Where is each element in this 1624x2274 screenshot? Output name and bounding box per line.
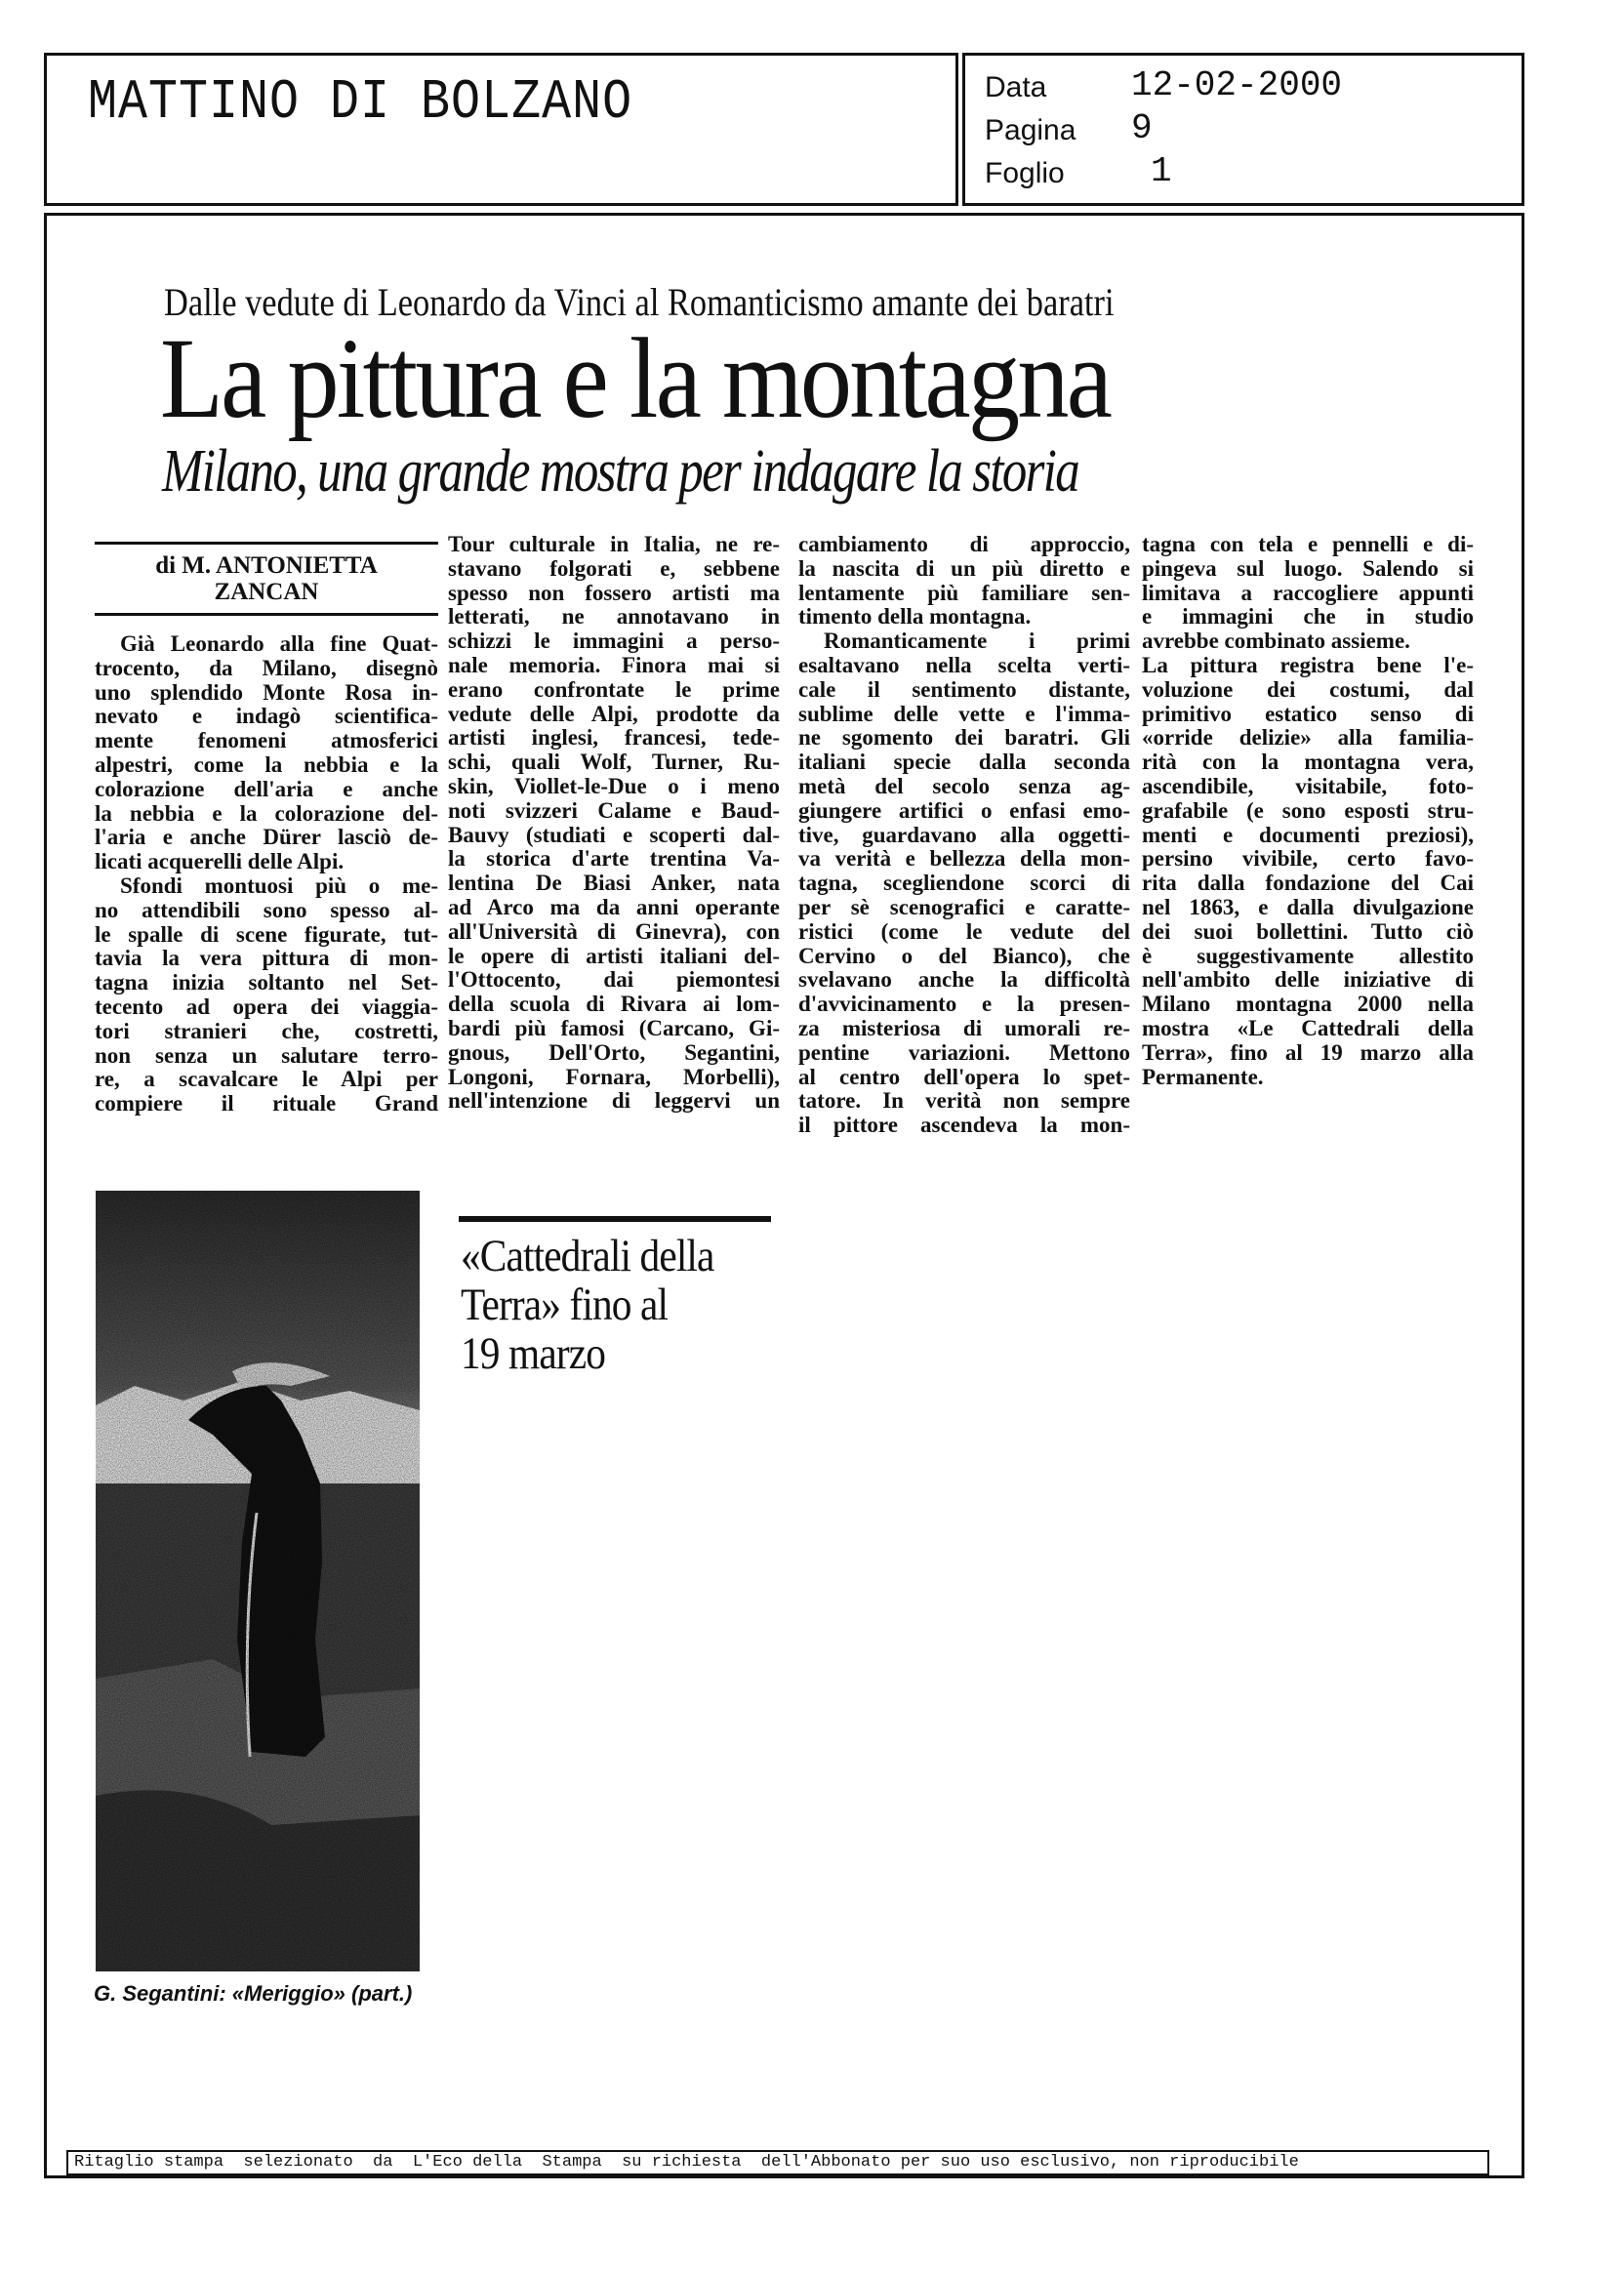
- meta-label: Data: [985, 71, 1047, 103]
- article-text-line: spesso non fossero artisti ma: [448, 580, 780, 605]
- article-text-line: va verità e bellezza della mon-: [798, 846, 1130, 872]
- article-text-line: pingeva sul luogo. Salendo si: [1142, 555, 1474, 581]
- article-text-line: stavano folgorati e, sebbene: [448, 555, 780, 581]
- article-text-line: tavia la vera pittura di mon-: [95, 946, 438, 971]
- article-text-line: limitava a raccogliere appunti: [1142, 580, 1474, 605]
- article-subtitle: Milano, una grande mostra per indagare la storia: [162, 438, 1079, 505]
- article-text-line: La pittura registra bene l'e-: [1142, 652, 1474, 677]
- article-text-line: Terra», fino al 19 marzo alla: [1142, 1039, 1474, 1065]
- article-text-line: tatore. In verità non sempre: [798, 1088, 1130, 1114]
- article-text-line: rita dalla fondazione del Cai: [1142, 871, 1474, 896]
- copyright-notice: Ritaglio stampa selezionato da L'Eco della Stampa su richiesta dell'Abbonato per suo uso esclusivo, non riproducibile: [66, 2150, 1489, 2175]
- article-text-line: ne sgomento dei baratri. Gli: [798, 725, 1130, 751]
- article-text-line: pentine variazioni. Mettono: [798, 1039, 1130, 1065]
- segantini-painting-photo: [96, 1191, 420, 1971]
- article-text-line: nel 1863, e dalla divulgazione: [1142, 894, 1474, 919]
- article-text-line: Longoni, Fornara, Morbelli),: [448, 1064, 780, 1089]
- article-text-line: italiani specie dalla seconda: [798, 750, 1130, 775]
- meta-date: [985, 65, 1343, 105]
- article-text-line: d'avvicinamento e la presen-: [798, 992, 1130, 1017]
- article-text-line: dei suoi bollettini. Tutto ciò: [1142, 918, 1474, 944]
- article-text-line: noti svizzeri Calame e Baud-: [448, 797, 780, 823]
- article-text-line: tagna con tela e pennelli e di-: [1142, 532, 1474, 556]
- article-text-line: voluzione dei costumi, dal: [1142, 676, 1474, 702]
- article-column-3: [798, 533, 1130, 1138]
- article-text-line: Sfondi montuosi più o me-: [120, 873, 438, 898]
- article-text-line: ristici (come le vedute del: [798, 918, 1130, 944]
- article-text-line: tagna, scegliendone scorci di: [798, 871, 1130, 896]
- side-headline: [461, 1232, 714, 1378]
- article-text-line: no attendibili sono spesso al-: [95, 897, 438, 922]
- article-text-line: alpestri, come la nebbia e la: [95, 751, 438, 777]
- article-text-line: licati acquerelli delle Alpi.: [95, 849, 345, 874]
- byline-line: ZANCAN: [214, 579, 319, 605]
- article-text-line: sublime delle vette e l'imma-: [798, 701, 1130, 726]
- article-column-4: [1142, 533, 1474, 1089]
- article-text-line: e immagini che in studio: [1142, 604, 1474, 629]
- byline-line: di M. ANTONIETTA: [155, 552, 378, 579]
- article-text-line: skin, Viollet-le-Due o i meno: [448, 773, 780, 798]
- article-text-line: il pittore ascendeva la mon-: [798, 1113, 1130, 1138]
- article-text-line: letterati, ne annotavano in: [448, 604, 780, 629]
- article-text-line: timento della montagna.: [798, 604, 1032, 629]
- article-text-line: le opere di artisti italiani del-: [448, 943, 780, 968]
- meta-page: [985, 108, 1153, 148]
- article-text-line: gnous, Dell'Orto, Segantini,: [448, 1039, 780, 1065]
- article-text-line: l'Ottocento, dai piemontesi: [448, 967, 780, 993]
- article-text-line: ascendibile, visitabile, foto-: [1142, 773, 1474, 798]
- article-text-line: ad Arco ma da anni operante: [448, 894, 780, 919]
- article-text-line: primitivo estatico senso di: [1142, 701, 1474, 726]
- article-text-line: avrebbe combinato assieme.: [1142, 629, 1410, 654]
- article-text-line: compiere il rituale Grand: [95, 1091, 438, 1117]
- meta-value: 9: [1131, 108, 1153, 148]
- article-text-line: menti e documenti preziosi),: [1142, 822, 1474, 847]
- article-text-line: esaltavano nella scelta verti-: [798, 652, 1130, 677]
- meta-value: 1: [1151, 151, 1172, 191]
- byline-rule-top: [95, 542, 438, 545]
- meta-label: Pagina: [985, 114, 1076, 146]
- article-text-line: la storica d'arte trentina Va-: [448, 846, 780, 872]
- article-column-2: [448, 533, 780, 1114]
- article-text-line: svelavano anche la difficoltà: [798, 967, 1130, 993]
- article-text-line: erano confrontate le prime: [448, 676, 780, 702]
- article-text-line: le spalle di scene figurate, tut-: [95, 921, 438, 947]
- article-text-line: artisti inglesi, francesi, tede-: [448, 725, 780, 751]
- article-text-line: nell'intenzione di leggervi un: [448, 1088, 780, 1114]
- side-headline-line: 19 marzo: [461, 1328, 606, 1379]
- article-text-line: Bauvy (studiati e scoperti dal-: [448, 822, 780, 847]
- article-text-line: colorazione dell'aria e anche: [95, 776, 438, 801]
- newspaper-name: MATTINO DI BOLZANO: [88, 71, 633, 136]
- article-text-line: l'aria e anche Dürer lasciò de-: [95, 825, 438, 850]
- article-text-line: schi, quali Wolf, Turner, Ru-: [448, 750, 780, 775]
- meta-value: 12-02-2000: [1131, 65, 1343, 105]
- article-text-line: tecento ad opera dei viaggia-: [95, 994, 438, 1019]
- article-text-line: Romanticamente i primi: [824, 629, 1130, 654]
- article-text-line: nale memoria. Finora mai si: [448, 652, 780, 677]
- article-text-line: «orride delizie» alla familia-: [1142, 725, 1474, 751]
- article-text-line: vedute delle Alpi, prodotte da: [448, 701, 780, 726]
- article-text-line: persino vivibile, certo favo-: [1142, 846, 1474, 872]
- article-text-line: trocento, da Milano, disegnò: [95, 655, 438, 680]
- newspaper-header: [44, 53, 958, 206]
- article-text-line: grafabile (e sono esposti stru-: [1142, 797, 1474, 823]
- article-text-line: tori stranieri che, costretti,: [95, 1018, 438, 1043]
- article-text-line: Permanente.: [1142, 1064, 1264, 1089]
- article-text-line: al centro dell'opera lo spet-: [798, 1064, 1130, 1089]
- article-text-line: non senza un salutare terro-: [95, 1042, 438, 1068]
- article-text-line: Tour culturale in Italia, ne re-: [448, 532, 780, 556]
- article-text-line: schizzi le immagini a perso-: [448, 629, 780, 654]
- article-text-line: la nebbia e la colorazione del-: [95, 800, 438, 826]
- article-text-line: rità con la montagna vera,: [1142, 750, 1474, 775]
- clipping-meta: [962, 53, 1524, 206]
- article-text-line: lentamente più familiare sen-: [798, 580, 1130, 605]
- article-title: La pittura e la montagna: [160, 314, 1111, 442]
- byline: [95, 552, 438, 605]
- article-text-line: per sè scenografici e caratte-: [798, 894, 1130, 919]
- article-text-line: giungere artifici o enfasi emo-: [798, 797, 1130, 823]
- article-text-line: uno splendido Monte Rosa in-: [95, 679, 438, 705]
- article-text-line: tagna inizia soltanto nel Set-: [95, 970, 438, 995]
- photo-caption: G. Segantini: «Meriggio» (part.): [94, 1981, 413, 2006]
- article-kicker: Dalle vedute di Leonardo da Vinci al Romanticismo amante dei baratri: [164, 280, 1115, 324]
- side-headline-rule: [459, 1216, 771, 1222]
- article-text-line: mente fenomeni atmosferici: [95, 728, 438, 753]
- article-text-line: za misteriosa di umorali re-: [798, 1015, 1130, 1040]
- article-text-line: bardi più famosi (Carcano, Gi-: [448, 1015, 780, 1040]
- article-text-line: all'Università di Ginevra), con: [448, 918, 780, 944]
- article-text-line: della scuola di Rivara ai lom-: [448, 992, 780, 1017]
- side-headline-line: Terra» fino al: [461, 1279, 669, 1330]
- byline-rule-bottom: [95, 613, 438, 616]
- article-text-line: Già Leonardo alla fine Quat-: [120, 631, 438, 656]
- article-text-line: nell'ambito delle iniziative di: [1142, 967, 1474, 993]
- side-headline-line: «Cattedrali della: [461, 1231, 714, 1281]
- article-text-line: è suggestivamente allestito: [1142, 943, 1474, 968]
- article-text-line: tive, guardavano alla oggetti-: [798, 822, 1130, 847]
- article-text-line: metà del secolo senza ag-: [798, 773, 1130, 798]
- article-text-line: re, a scavalcare le Alpi per: [95, 1067, 438, 1092]
- meta-sheet: [985, 151, 1172, 191]
- article-text-line: cale il sentimento distante,: [798, 676, 1130, 702]
- article-text-line: la nascita di un più diretto e: [798, 555, 1130, 581]
- article-text-line: Cervino o del Bianco), che: [798, 943, 1130, 968]
- article-text-line: cambiamento di approccio,: [798, 532, 1130, 556]
- article-text-line: nevato e indagò scientifica-: [95, 704, 438, 729]
- meta-label: Foglio: [985, 157, 1065, 189]
- article-text-line: Milano montagna 2000 nella: [1142, 992, 1474, 1017]
- article-column-1: [95, 632, 438, 1117]
- article-text-line: mostra «Le Cattedrali della: [1142, 1015, 1474, 1040]
- article-text-line: lentina De Biasi Anker, nata: [448, 871, 780, 896]
